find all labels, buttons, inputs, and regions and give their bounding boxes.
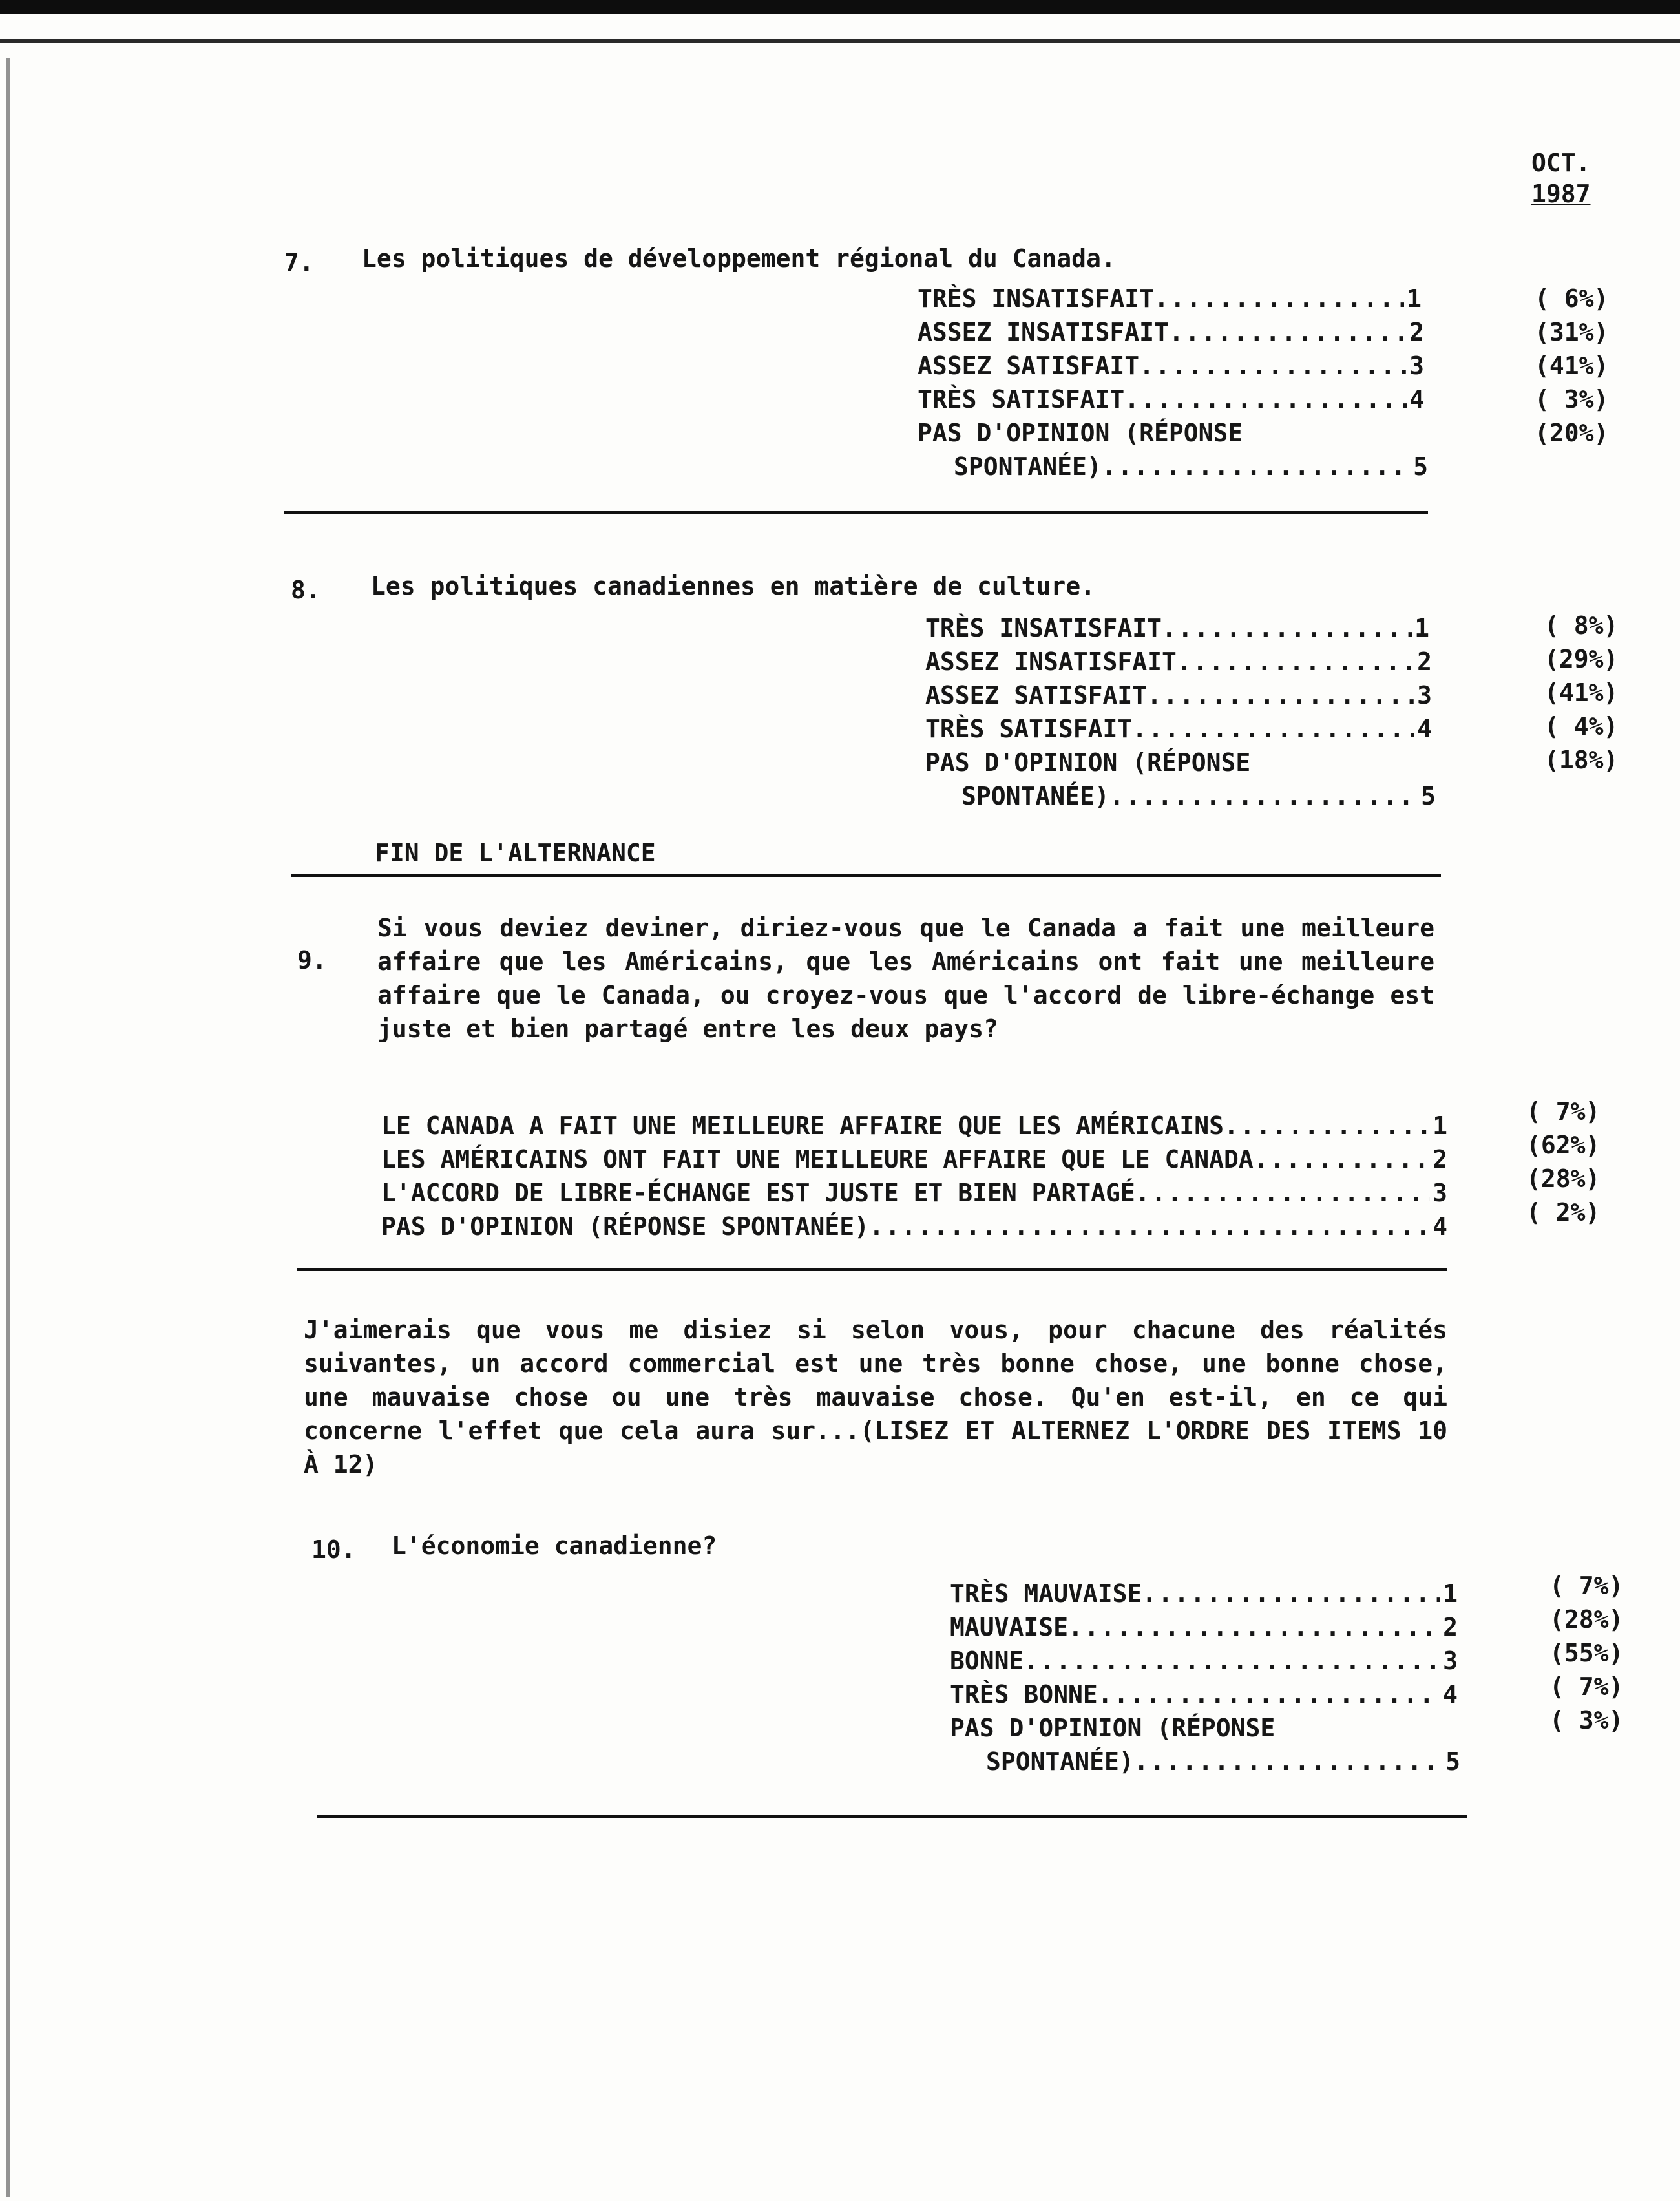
percent-value: (29%) [1544,645,1619,673]
option-row [918,352,1424,384]
leader-dots [1132,715,1414,743]
option-label: TRÈS SATISFAIT [918,385,1125,414]
option-row [986,1747,1460,1780]
option-label: TRÈS SATISFAIT [925,715,1133,743]
question-text: Les politiques canadiennes en matière de culture. [371,572,1096,600]
option-code: 5 [1413,452,1428,481]
options-q9 [381,1111,1447,1254]
option-code: 4 [1433,1212,1447,1241]
option-row [925,614,1429,646]
option-code: 3 [1417,681,1432,710]
end-of-alternation-note: FIN DE L'ALTERNANCE [375,839,656,867]
leader-dots [1154,284,1404,313]
percent-value: ( 3%) [1535,385,1609,414]
question-number: 9. [297,946,327,974]
option-row [381,1111,1447,1144]
leader-dots [1177,648,1414,676]
option-row [381,1212,1447,1245]
percent-value: (18%) [1544,746,1619,774]
question-number: 7. [284,248,314,277]
option-code: 1 [1443,1579,1458,1608]
option-row [918,385,1424,417]
option-row [950,1647,1458,1679]
option-label: TRÈS INSATISFAIT [918,284,1155,313]
option-label: PAS D'OPINION (RÉPONSE [918,419,1243,447]
percent-value: (41%) [1535,352,1609,380]
leader-dots [1139,352,1407,380]
leader-dots [1068,1613,1440,1641]
percent-value: ( 6%) [1535,284,1609,313]
leader-dots [1254,1145,1430,1174]
option-code: 1 [1414,614,1429,642]
leader-dots [1162,614,1412,642]
option-label: ASSEZ INSATISFAIT [918,318,1169,346]
section-divider [317,1815,1467,1818]
percent-value: ( 7%) [1549,1572,1624,1600]
option-label-continued: SPONTANÉE) [961,782,1109,810]
leader-dots [1102,452,1411,481]
date-month: OCT. [1531,149,1591,177]
section-divider [297,1268,1447,1271]
left-margin-shadow [6,58,10,2197]
option-row [950,1613,1458,1645]
option-code: 1 [1407,284,1422,313]
option-label: ASSEZ SATISFAIT [925,681,1148,710]
options-q7 [918,284,1428,491]
option-label: L'ACCORD DE LIBRE-ÉCHANGE EST JUSTE ET BIEN PARTAGÉ [381,1179,1135,1207]
intro-paragraph: J'aimerais que vous me disiez si selon vous, pour chacune des réalités suivantes, un accord commercial est une très bonne chose, une bonne chose, une mauvaise chose ou une très mauvaise chose. Qu'en est-il, en ce qui concerne l'effet que cela aura sur...(LISEZ ET ALTERNEZ L'ORDRE DES ITEMS 10 À 12) [304,1316,1447,1479]
option-label: LES AMÉRICAINS ONT FAIT UNE MEILLEURE AFFAIRE QUE LE CANADA [381,1145,1254,1174]
percent-value: (31%) [1535,318,1609,346]
option-row [918,318,1424,350]
options-q10 [950,1579,1460,1786]
option-code: 1 [1433,1111,1447,1140]
option-code: 2 [1443,1613,1458,1641]
option-row [950,1680,1458,1712]
leader-dots [1109,782,1418,810]
leader-dots [869,1212,1430,1241]
option-label: PAS D'OPINION (RÉPONSE SPONTANÉE) [381,1212,869,1241]
question-number: 8. [291,576,320,604]
option-row [925,681,1432,713]
leader-dots [1142,1579,1440,1608]
option-label: TRÈS INSATISFAIT [925,614,1162,642]
leader-dots [1024,1647,1440,1675]
option-label: LE CANADA A FAIT UNE MEILLEURE AFFAIRE QUE LES AMÉRICAINS [381,1111,1224,1140]
option-code: 5 [1421,782,1436,810]
section-divider [284,511,1428,514]
option-row [381,1145,1447,1177]
leader-dots [1169,318,1407,346]
leader-dots [1134,1747,1443,1776]
option-label: ASSEZ SATISFAIT [918,352,1140,380]
option-code: 2 [1409,318,1424,346]
option-label: PAS D'OPINION (RÉPONSE [925,748,1251,777]
option-row [950,1579,1458,1612]
percent-value: (55%) [1549,1639,1624,1667]
percent-value: ( 7%) [1526,1097,1601,1126]
option-row [925,715,1432,747]
question-number: 10. [311,1535,356,1564]
question-text: L'économie canadienne? [392,1532,717,1560]
option-code: 4 [1417,715,1432,743]
option-row [925,648,1432,680]
option-row [954,452,1428,485]
percent-value: (28%) [1549,1605,1624,1634]
percent-value: (20%) [1535,419,1609,447]
leader-dots [1124,385,1407,414]
percent-value: ( 7%) [1549,1672,1624,1701]
option-code: 2 [1417,648,1432,676]
percent-value: (41%) [1544,679,1619,707]
option-code: 4 [1409,385,1424,414]
option-code: 2 [1433,1145,1447,1174]
percent-value: ( 8%) [1544,611,1619,640]
percent-value: ( 3%) [1549,1706,1624,1734]
question-9 [297,911,1434,1105]
section-divider [291,874,1441,877]
leader-dots [1098,1680,1440,1709]
option-code: 4 [1443,1680,1458,1709]
options-q8 [925,614,1436,821]
date-year: 1987 [1531,180,1591,208]
scan-top-border [0,0,1680,14]
percent-value: ( 4%) [1544,712,1619,741]
option-code: 3 [1409,352,1424,380]
option-label-continued: SPONTANÉE) [954,452,1102,481]
option-code: 3 [1443,1647,1458,1675]
leader-dots [1135,1179,1430,1207]
option-code: 3 [1433,1179,1447,1207]
option-code: 5 [1445,1747,1460,1776]
option-label: TRÈS BONNE [950,1680,1098,1709]
survey-date [1531,147,1591,209]
question-text: Les politiques de développement régional du Canada. [362,244,1116,273]
question-text: Si vous deviez deviner, diriez-vous que le Canada a fait une meilleure affaire que les Américains, que les Américains ont fait une meilleure affaire que le Canada, ou croyez-vous que l'accord de libre-échange est juste et bien partagé entre les deux pays? [377,914,1434,1043]
option-label: ASSEZ INSATISFAIT [925,648,1177,676]
option-row [918,284,1422,317]
option-row [961,782,1436,814]
percent-value: (28%) [1526,1164,1601,1193]
option-label: BONNE [950,1647,1024,1675]
option-row [381,1179,1447,1211]
leader-dots [1224,1111,1430,1140]
option-label: TRÈS MAUVAISE [950,1579,1142,1608]
percent-value: ( 2%) [1526,1198,1601,1227]
option-label: PAS D'OPINION (RÉPONSE [950,1714,1276,1742]
leader-dots [1147,681,1414,710]
option-label: MAUVAISE [950,1613,1069,1641]
option-label-continued: SPONTANÉE) [986,1747,1134,1776]
percent-value: (62%) [1526,1131,1601,1159]
